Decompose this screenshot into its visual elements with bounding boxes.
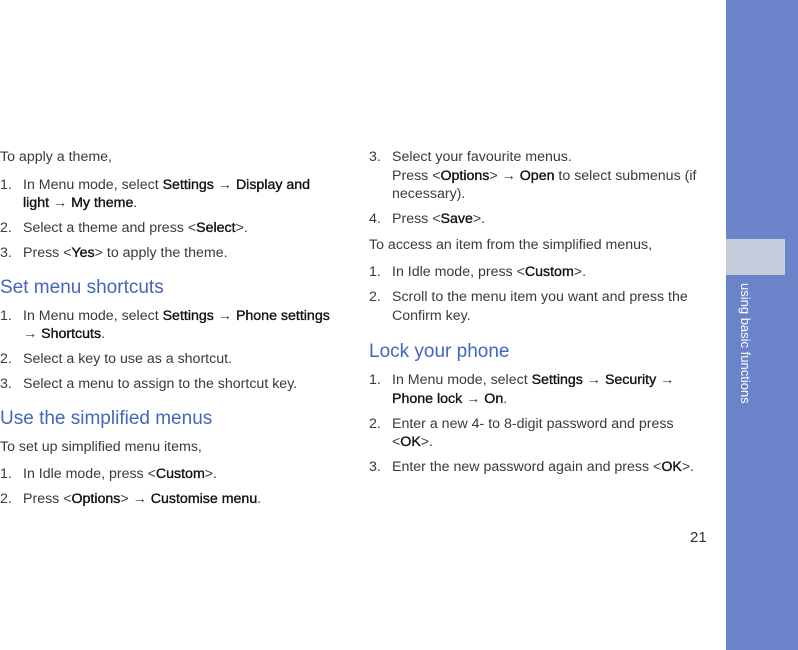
list-item bbox=[0, 176, 335, 213]
step-text: Press < bbox=[392, 211, 441, 227]
access-steps bbox=[369, 263, 709, 325]
chapter-label: using basic functions bbox=[738, 283, 753, 404]
step-number: 3. bbox=[0, 245, 12, 261]
menu-term: Open bbox=[519, 167, 555, 184]
step-text: Press < bbox=[23, 245, 72, 261]
arrow-icon: → bbox=[582, 372, 605, 388]
step-text: Press < bbox=[392, 167, 441, 184]
step-text: In Idle mode, press < bbox=[23, 466, 156, 482]
menu-term: Settings bbox=[162, 307, 214, 324]
page-number: 21 bbox=[690, 529, 707, 546]
step-text: Enter the new password again and press < bbox=[392, 459, 662, 475]
menu-term: Security bbox=[604, 372, 657, 388]
menu-term: On bbox=[484, 390, 504, 407]
list-item bbox=[369, 288, 709, 325]
step-text: >. bbox=[573, 264, 587, 280]
list-item bbox=[369, 415, 709, 452]
menu-term: Phone lock bbox=[392, 390, 463, 407]
step-number: 2. bbox=[0, 351, 12, 367]
step-text: >. bbox=[681, 459, 695, 475]
arrow-icon: > → bbox=[120, 491, 151, 507]
simplified-steps bbox=[0, 465, 335, 509]
step-text: . bbox=[101, 326, 106, 342]
menu-term: My theme bbox=[71, 195, 134, 211]
menu-term: Customise menu bbox=[150, 491, 258, 507]
arrow-icon: → bbox=[656, 372, 675, 388]
step-text: Select a menu to assign to the shortcut key. bbox=[23, 376, 298, 392]
shortcut-steps bbox=[0, 307, 335, 394]
step-text: Scroll to the menu item you want and press the Confirm key. bbox=[392, 289, 688, 324]
list-item bbox=[369, 263, 709, 282]
heading-simplified-menus: Use the simplified menus bbox=[0, 407, 213, 429]
step-text: Press < bbox=[23, 491, 72, 507]
step-number: 4. bbox=[369, 211, 381, 227]
list-item bbox=[0, 244, 335, 263]
step-number: 1. bbox=[369, 372, 381, 388]
list-item bbox=[0, 219, 335, 238]
step-number: 1. bbox=[0, 466, 12, 482]
arrow-icon: → bbox=[49, 195, 72, 211]
step-text: to select submenus (if necessary). bbox=[392, 167, 697, 202]
menu-term: Options bbox=[71, 491, 121, 507]
step-text: In Menu mode, select bbox=[23, 307, 163, 324]
step-text: >. bbox=[204, 466, 218, 482]
step-text: In Idle mode, press < bbox=[392, 264, 525, 280]
list-item bbox=[0, 307, 335, 344]
heading-lock-phone: Lock your phone bbox=[369, 341, 510, 362]
step-text: > to apply the theme. bbox=[94, 245, 228, 261]
step-number: 2. bbox=[369, 289, 381, 305]
step-text: . bbox=[257, 491, 262, 507]
step-number: 3. bbox=[0, 376, 12, 392]
list-item bbox=[0, 465, 335, 484]
list-item bbox=[369, 371, 709, 408]
step-text: >. bbox=[420, 434, 434, 450]
menu-term: Settings bbox=[162, 176, 214, 193]
menu-term: Yes bbox=[71, 245, 95, 261]
step-number: 1. bbox=[369, 264, 381, 280]
simplified-steps-continued bbox=[369, 148, 709, 229]
list-item bbox=[369, 148, 709, 204]
step-text: Select your favourite menus. bbox=[392, 149, 572, 165]
list-item bbox=[369, 210, 709, 229]
step-text: . bbox=[133, 195, 138, 211]
left-column bbox=[0, 148, 335, 516]
arrow-icon: → bbox=[213, 176, 236, 193]
intro-theme: To apply a theme, bbox=[0, 149, 112, 165]
list-item bbox=[0, 350, 335, 369]
intro-access: To access an item from the simplified menus, bbox=[369, 236, 653, 253]
step-text: Select a theme and press < bbox=[23, 220, 197, 236]
menu-term: Options bbox=[440, 167, 490, 184]
arrow-icon: → bbox=[23, 326, 42, 342]
step-text: . bbox=[503, 390, 508, 407]
heading-shortcuts: Set menu shortcuts bbox=[0, 276, 164, 298]
menu-term: Shortcuts bbox=[41, 326, 102, 342]
intro-simplified: To set up simplified menu items, bbox=[0, 438, 202, 455]
step-text: Enter a new 4- to 8-digit password and press < bbox=[392, 415, 674, 450]
arrow-icon: > → bbox=[489, 167, 520, 184]
theme-steps bbox=[0, 176, 335, 263]
arrow-icon: → bbox=[462, 390, 485, 407]
step-number: 3. bbox=[369, 149, 381, 165]
step-text: >. bbox=[472, 211, 486, 227]
arrow-icon: → bbox=[213, 307, 236, 324]
menu-term: Select bbox=[196, 220, 236, 236]
step-number: 2. bbox=[0, 491, 12, 507]
step-text: In Menu mode, select bbox=[23, 176, 163, 193]
step-number: 1. bbox=[0, 176, 12, 193]
step-text: In Menu mode, select bbox=[392, 372, 532, 388]
menu-term: OK bbox=[400, 434, 421, 450]
list-item bbox=[0, 490, 335, 509]
step-text: Select a key to use as a shortcut. bbox=[23, 351, 232, 367]
step-number: 2. bbox=[0, 220, 12, 236]
list-item bbox=[0, 375, 335, 394]
step-number: 2. bbox=[369, 415, 381, 432]
chapter-sidebar bbox=[726, 0, 798, 650]
menu-term: Custom bbox=[524, 264, 574, 280]
right-column bbox=[369, 148, 709, 484]
lock-steps bbox=[369, 371, 709, 477]
step-text: >. bbox=[235, 220, 248, 236]
menu-term: Phone settings bbox=[235, 307, 330, 324]
menu-term: Save bbox=[440, 211, 473, 227]
chapter-tab bbox=[726, 239, 785, 275]
menu-term: Settings bbox=[531, 372, 583, 388]
list-item bbox=[369, 458, 709, 477]
menu-term: Display and light bbox=[23, 176, 311, 211]
step-number: 3. bbox=[369, 459, 381, 475]
step-number: 1. bbox=[0, 307, 12, 324]
menu-term: Custom bbox=[155, 466, 205, 482]
menu-term: OK bbox=[661, 459, 682, 475]
